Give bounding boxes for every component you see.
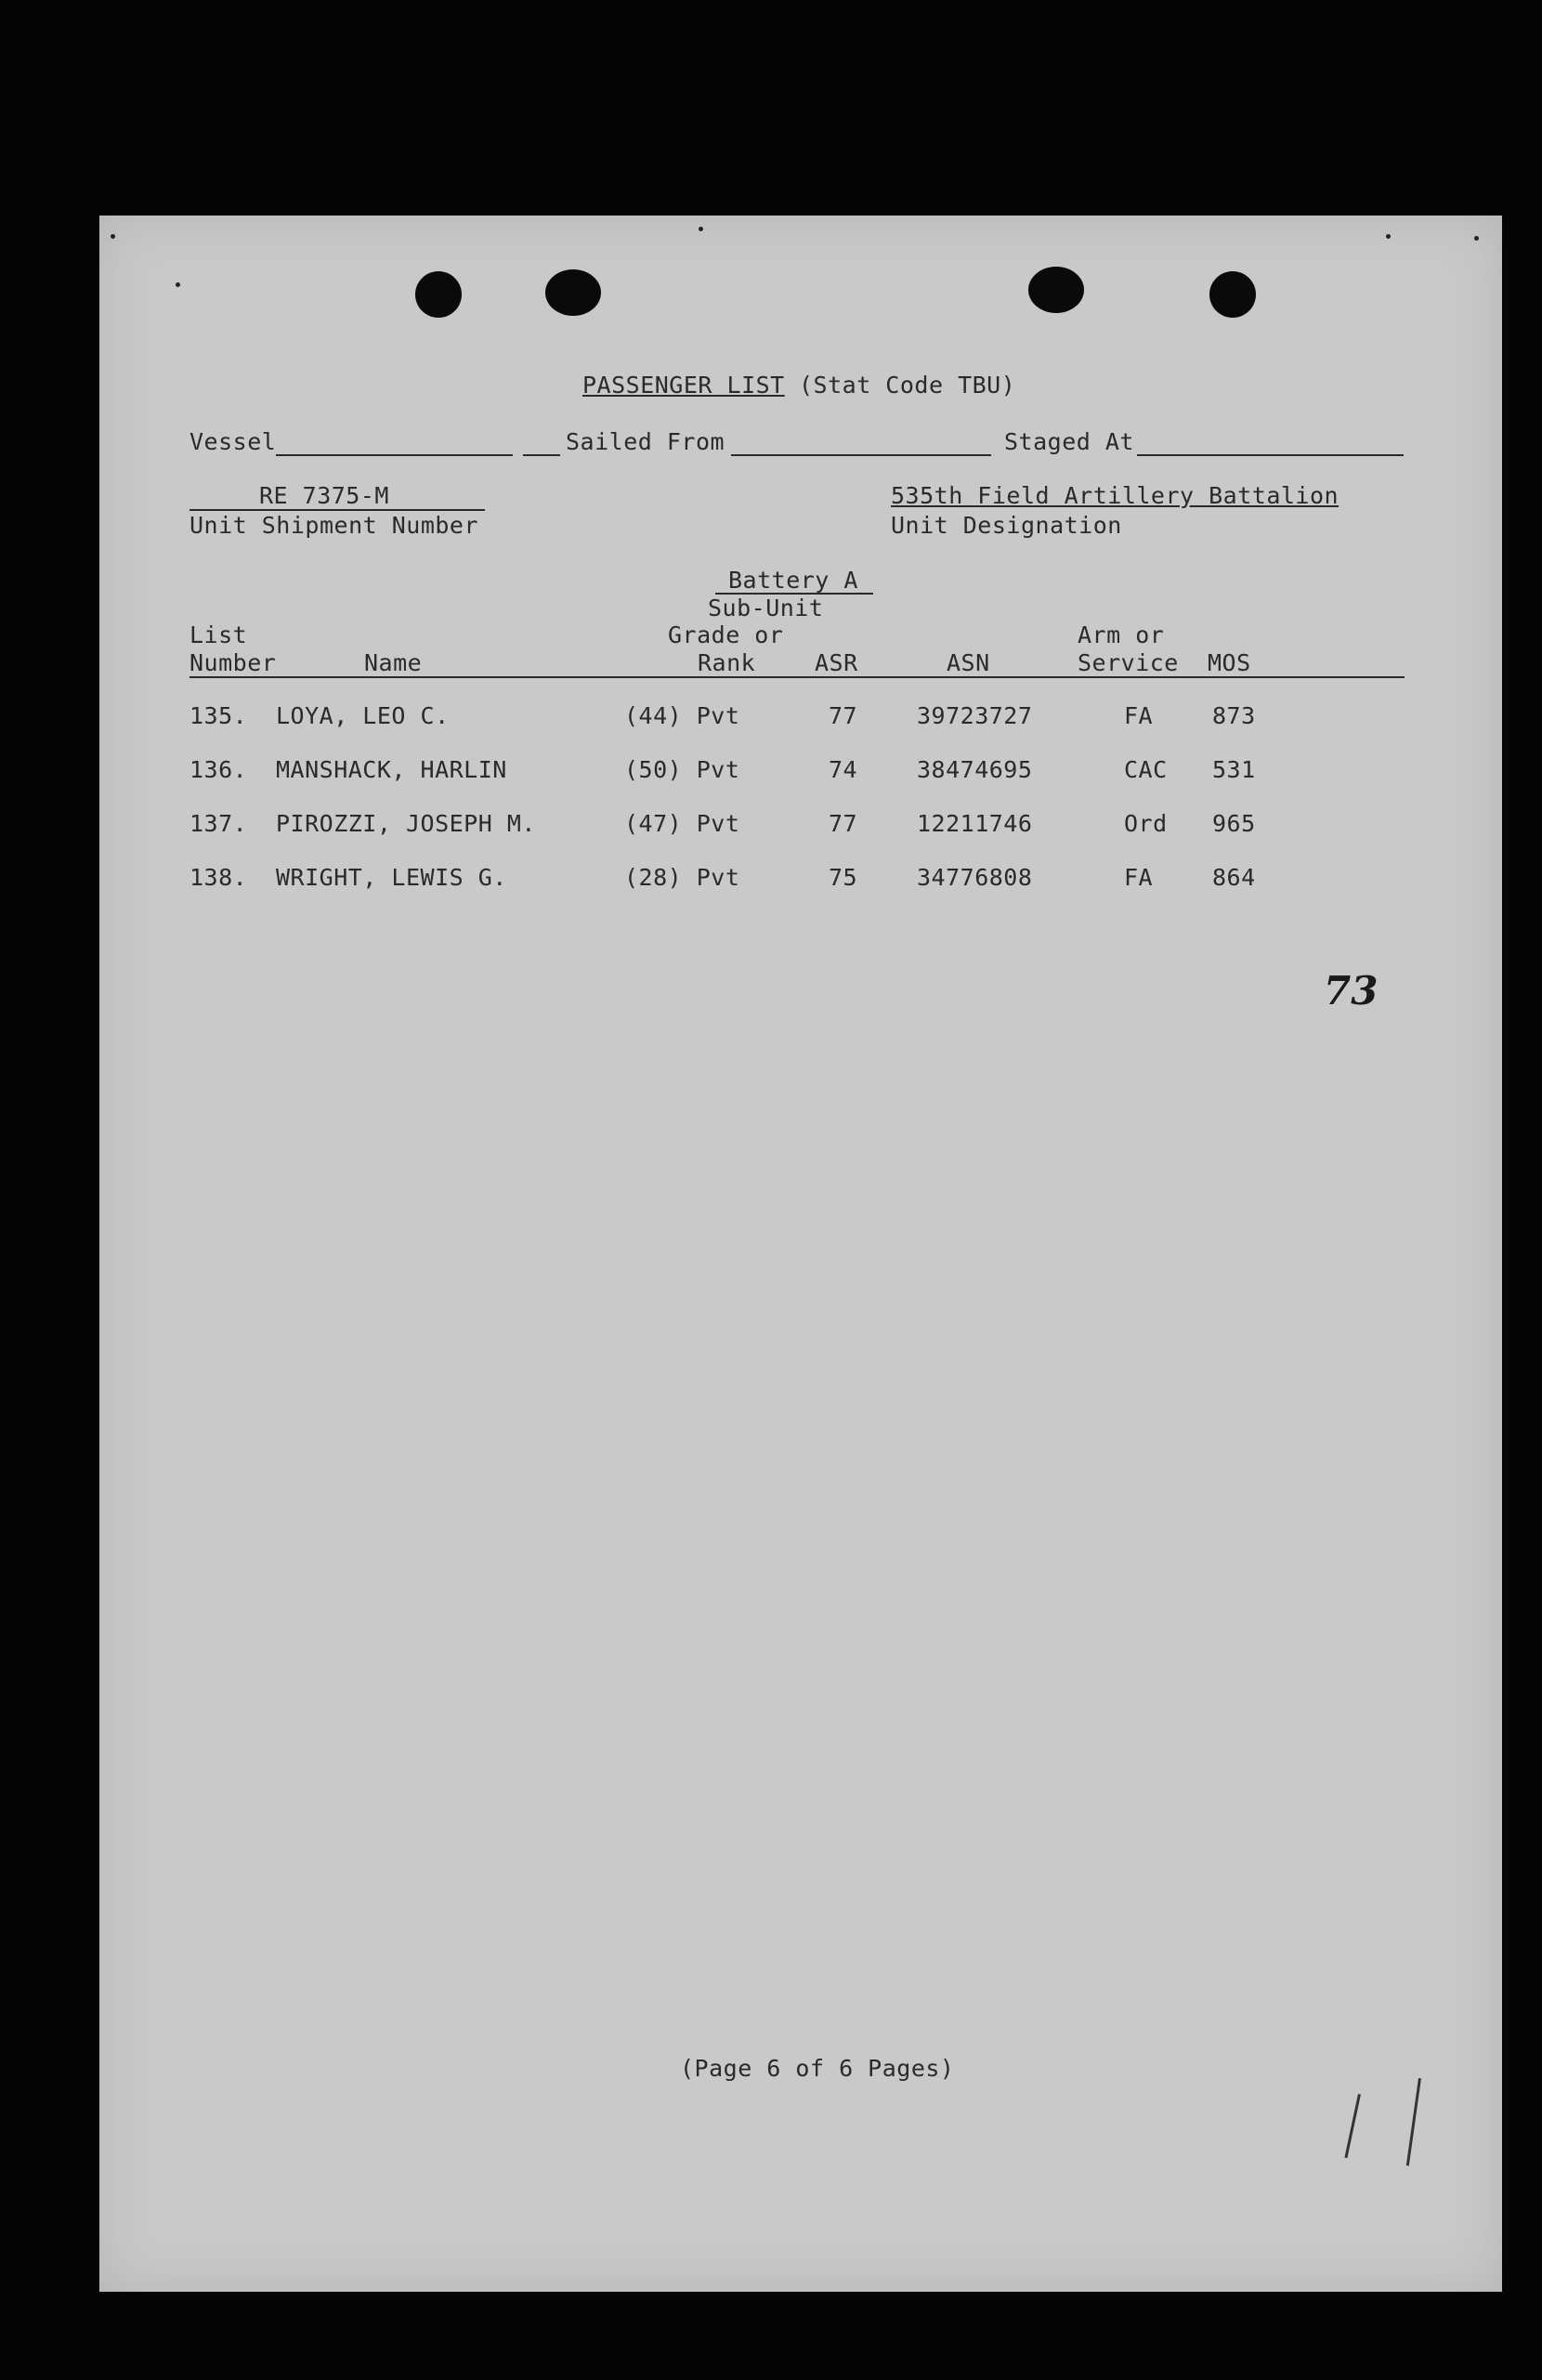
row-name: PIROZZI, JOSEPH M.: [276, 810, 536, 837]
sub-unit-value: Battery A: [728, 567, 858, 594]
row-name: WRIGHT, LEWIS G.: [276, 864, 507, 891]
row-mos: 873: [1212, 702, 1256, 729]
col-rank: Rank: [698, 649, 756, 676]
stat-code: (Stat Code TBU): [799, 372, 1016, 399]
vessel-label: Vessel: [189, 428, 277, 455]
row-number: 135.: [189, 702, 248, 729]
row-service: CAC: [1124, 756, 1168, 783]
vessel-blank: [276, 454, 513, 456]
staged-at-label: Staged At: [1004, 428, 1134, 455]
row-service: FA: [1124, 702, 1154, 729]
paper-speck: [111, 234, 115, 239]
sailed-from-blank: [731, 454, 991, 456]
row-service: FA: [1124, 864, 1154, 891]
pen-mark: [1344, 2094, 1360, 2158]
pen-mark: [1406, 2078, 1421, 2165]
row-grade: (47) Pvt: [624, 810, 740, 837]
unit-designation-value: 535th Field Artillery Battalion: [891, 482, 1339, 509]
col-number: Number: [189, 649, 277, 676]
row-number: 137.: [189, 810, 248, 837]
stamped-page-number: 73: [1324, 968, 1379, 1013]
row-mos: 531: [1212, 756, 1256, 783]
page-title: PASSENGER LIST: [582, 372, 785, 399]
sailed-from-label: Sailed From: [566, 428, 725, 455]
col-asr: ASR: [815, 649, 858, 676]
row-service: Ord: [1124, 810, 1168, 837]
sub-unit-label: Sub-Unit: [708, 595, 824, 621]
unit-shipment-underline: [189, 509, 485, 511]
col-name: Name: [364, 649, 423, 676]
col-service: Service: [1078, 649, 1179, 676]
row-number: 138.: [189, 864, 248, 891]
vessel-blank-2: [523, 454, 560, 456]
row-mos: 965: [1212, 810, 1256, 837]
page-footer: (Page 6 of 6 Pages): [680, 2055, 955, 2082]
row-mos: 864: [1212, 864, 1256, 891]
col-asn: ASN: [947, 649, 990, 676]
col-grade-or: Grade or: [668, 621, 784, 648]
row-asn: 12211746: [917, 810, 1033, 837]
col-mos: MOS: [1208, 649, 1251, 676]
row-name: MANSHACK, HARLIN: [276, 756, 507, 783]
punch-hole: [415, 271, 462, 318]
row-asn: 39723727: [917, 702, 1033, 729]
row-asr: 74: [829, 756, 858, 783]
unit-shipment-value: RE 7375-M: [259, 482, 389, 509]
row-asr: 75: [829, 864, 858, 891]
punch-hole: [545, 269, 601, 316]
row-asr: 77: [829, 810, 858, 837]
column-header-rule: [189, 676, 1405, 678]
paper-speck: [1386, 234, 1391, 239]
row-asn: 34776808: [917, 864, 1033, 891]
row-grade: (50) Pvt: [624, 756, 740, 783]
row-grade: (28) Pvt: [624, 864, 740, 891]
unit-shipment-label: Unit Shipment Number: [189, 512, 479, 539]
row-name: LOYA, LEO C.: [276, 702, 450, 729]
row-number: 136.: [189, 756, 248, 783]
paper-speck: [1474, 236, 1479, 241]
col-list: List: [189, 621, 248, 648]
row-asr: 77: [829, 702, 858, 729]
row-asn: 38474695: [917, 756, 1033, 783]
paper-speck: [176, 282, 180, 287]
punch-hole: [1209, 271, 1256, 318]
row-grade: (44) Pvt: [624, 702, 740, 729]
paper-speck: [699, 227, 703, 231]
document-sheet: [99, 216, 1502, 2292]
staged-at-blank: [1137, 454, 1404, 456]
unit-designation-label: Unit Designation: [891, 512, 1122, 539]
punch-hole: [1028, 267, 1084, 313]
col-arm-or: Arm or: [1078, 621, 1165, 648]
